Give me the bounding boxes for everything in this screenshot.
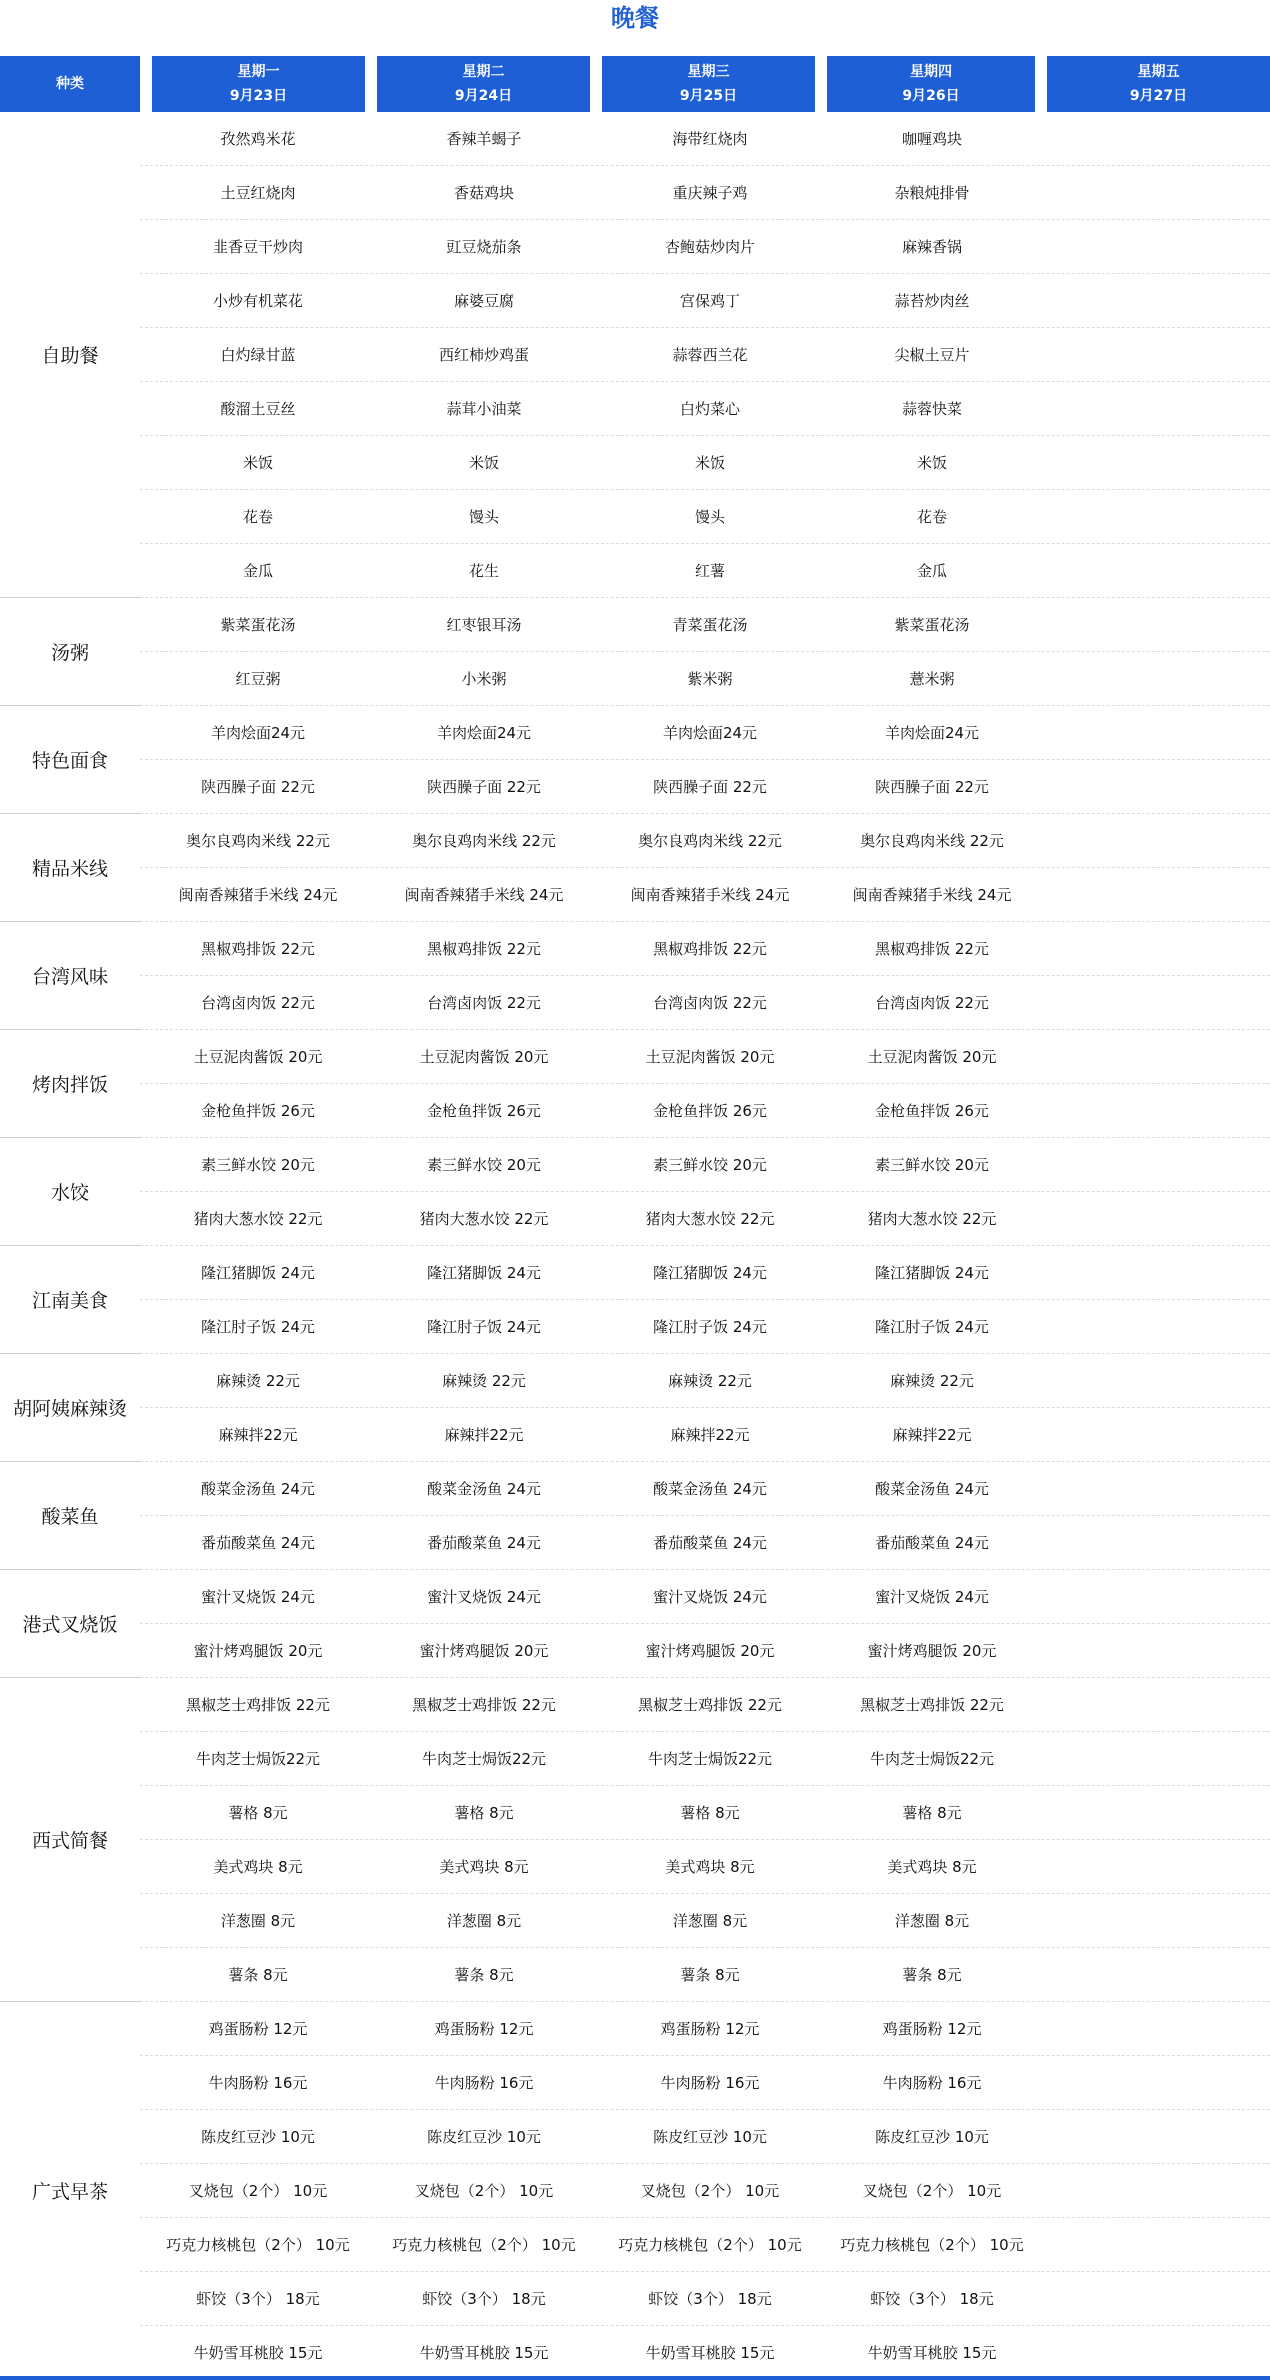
menu-item: 牛肉肠粉 16元 xyxy=(208,2074,308,2092)
category-label: 港式叉烧饭 xyxy=(0,1570,140,1678)
menu-item: 奥尔良鸡肉米线 22元 xyxy=(860,832,1004,850)
table-row xyxy=(140,1894,1270,1948)
menu-item: 白灼绿甘蓝 xyxy=(220,346,296,364)
table-row xyxy=(140,2326,1270,2380)
menu-item: 番茄酸菜鱼 24元 xyxy=(201,1534,315,1552)
menu-item: 薯条 8元 xyxy=(902,1966,962,1984)
menu-item: 台湾卤肉饭 22元 xyxy=(201,994,315,1012)
menu-item: 猪肉大葱水饺 22元 xyxy=(645,1210,775,1228)
table-row xyxy=(140,1570,1270,1624)
menu-item: 紫菜蛋花汤 xyxy=(894,616,970,634)
table-row xyxy=(140,544,1270,598)
menu-item: 黑椒鸡排饭 22元 xyxy=(653,940,767,958)
menu-item: 金枪鱼拌饭 26元 xyxy=(653,1102,767,1120)
header-weekday: 星期一 xyxy=(237,64,280,80)
menu-item: 奥尔良鸡肉米线 22元 xyxy=(412,832,556,850)
menu-item: 麻辣拌22元 xyxy=(218,1426,298,1444)
menu-item: 土豆泥肉酱饭 20元 xyxy=(193,1048,323,1066)
menu-item: 美式鸡块 8元 xyxy=(665,1858,755,1876)
menu-item: 米饭 xyxy=(916,454,947,472)
menu-item: 土豆泥肉酱饭 20元 xyxy=(645,1048,775,1066)
menu-item: 海带红烧肉 xyxy=(672,130,748,148)
menu-item: 麻辣拌22元 xyxy=(892,1426,972,1444)
table-row xyxy=(140,1786,1270,1840)
menu-item: 牛肉芝士焗饭22元 xyxy=(195,1750,321,1768)
table-row xyxy=(140,2002,1270,2056)
menu-item: 陕西臊子面 22元 xyxy=(653,778,767,796)
menu-item: 虾饺（3个） 18元 xyxy=(648,2290,772,2308)
menu-item: 台湾卤肉饭 22元 xyxy=(427,994,541,1012)
menu-item: 陕西臊子面 22元 xyxy=(875,778,989,796)
menu-item: 薯格 8元 xyxy=(680,1804,740,1822)
menu-item: 韭香豆干炒肉 xyxy=(212,238,303,256)
header-weekday: 星期二 xyxy=(462,64,505,80)
menu-item: 香菇鸡块 xyxy=(453,184,514,202)
header-category xyxy=(0,56,140,112)
table-row xyxy=(140,1732,1270,1786)
menu-item: 美式鸡块 8元 xyxy=(887,1858,977,1876)
menu-item: 黑椒芝士鸡排饭 22元 xyxy=(638,1696,782,1714)
menu-item: 麻辣烫 22元 xyxy=(890,1372,974,1390)
table-row xyxy=(140,1624,1270,1678)
menu-item: 隆江猪脚饭 24元 xyxy=(201,1264,315,1282)
header-date: 9月27日 xyxy=(1129,88,1188,104)
menu-item: 红薯 xyxy=(694,562,725,580)
page-title: 晚餐 xyxy=(611,4,659,32)
menu-item: 牛奶雪耳桃胶 15元 xyxy=(193,2344,323,2362)
table-row xyxy=(140,1300,1270,1354)
table-row xyxy=(140,382,1270,436)
menu-item: 羊肉烩面24元 xyxy=(210,724,306,742)
menu-item: 红豆粥 xyxy=(235,670,281,688)
category-label: 汤粥 xyxy=(0,598,140,706)
menu-item: 酸菜金汤鱼 24元 xyxy=(427,1480,541,1498)
table-row xyxy=(140,2218,1270,2272)
menu-item: 猪肉大葱水饺 22元 xyxy=(193,1210,323,1228)
header-date: 9月26日 xyxy=(902,88,960,104)
table-row xyxy=(140,1516,1270,1570)
menu-item: 虾饺（3个） 18元 xyxy=(870,2290,994,2308)
menu-item: 薯条 8元 xyxy=(454,1966,514,1984)
menu-item: 叉烧包（2个） 10元 xyxy=(414,2182,554,2200)
menu-item: 黑椒芝士鸡排饭 22元 xyxy=(860,1696,1004,1714)
menu-item: 素三鲜水饺 20元 xyxy=(427,1156,541,1174)
menu-item: 奥尔良鸡肉米线 22元 xyxy=(186,832,330,850)
menu-item: 闽南香辣猪手米线 24元 xyxy=(852,886,1012,904)
menu-item: 虾饺（3个） 18元 xyxy=(196,2290,320,2308)
menu-item: 蒜茸小油菜 xyxy=(446,400,522,418)
menu-item: 隆江肘子饭 24元 xyxy=(653,1318,767,1336)
menu-item: 紫菜蛋花汤 xyxy=(220,616,296,634)
menu-item: 洋葱圈 8元 xyxy=(672,1912,748,1930)
table-row xyxy=(140,1678,1270,1732)
menu-item: 麻辣拌22元 xyxy=(670,1426,750,1444)
menu-item: 蒜蓉西兰花 xyxy=(672,346,748,364)
menu-item: 麻辣烫 22元 xyxy=(216,1372,300,1390)
menu-item: 米饭 xyxy=(694,454,725,472)
menu-item: 牛奶雪耳桃胶 15元 xyxy=(645,2344,775,2362)
category-label: 特色面食 xyxy=(0,706,140,814)
menu-item: 蜜汁叉烧饭 24元 xyxy=(653,1588,767,1606)
menu-item: 闽南香辣猪手米线 24元 xyxy=(178,886,338,904)
menu-item: 麻辣拌22元 xyxy=(444,1426,524,1444)
menu-item: 蜜汁烤鸡腿饭 20元 xyxy=(645,1642,775,1660)
menu-item: 麻辣香锅 xyxy=(901,238,962,256)
menu-item: 鸡蛋肠粉 12元 xyxy=(882,2020,982,2038)
table-row xyxy=(140,1840,1270,1894)
table-row xyxy=(140,1030,1270,1084)
menu-item: 虾饺（3个） 18元 xyxy=(422,2290,546,2308)
menu-item: 青菜蛋花汤 xyxy=(672,616,748,634)
table-row xyxy=(140,2164,1270,2218)
header-day-fri xyxy=(1047,56,1270,112)
menu-item: 陈皮红豆沙 10元 xyxy=(201,2128,315,2146)
table-row xyxy=(140,2272,1270,2326)
menu-item: 黑椒芝士鸡排饭 22元 xyxy=(186,1696,330,1714)
menu-item: 蜜汁叉烧饭 24元 xyxy=(201,1588,315,1606)
menu-item: 酸菜金汤鱼 24元 xyxy=(875,1480,989,1498)
menu-item: 酸菜金汤鱼 24元 xyxy=(201,1480,315,1498)
menu-item: 蜜汁叉烧饭 24元 xyxy=(427,1588,541,1606)
menu-item: 麻辣烫 22元 xyxy=(668,1372,752,1390)
table-row xyxy=(140,868,1270,922)
menu-item: 隆江猪脚饭 24元 xyxy=(427,1264,541,1282)
menu-item: 孜然鸡米花 xyxy=(220,130,296,148)
header-day-thu xyxy=(827,56,1035,112)
menu-item: 花卷 xyxy=(916,508,947,526)
menu-item: 金枪鱼拌饭 26元 xyxy=(427,1102,541,1120)
menu-item: 黑椒鸡排饭 22元 xyxy=(427,940,541,958)
menu-item: 陕西臊子面 22元 xyxy=(427,778,541,796)
menu-item: 牛肉芝士焗饭22元 xyxy=(421,1750,547,1768)
menu-item: 重庆辣子鸡 xyxy=(672,184,748,202)
header-day-mon xyxy=(152,56,365,112)
table-row xyxy=(140,220,1270,274)
menu-item: 花卷 xyxy=(242,508,273,526)
menu-item: 素三鲜水饺 20元 xyxy=(201,1156,315,1174)
menu-item: 巧克力核桃包（2个） 10元 xyxy=(166,2236,350,2254)
menu-item: 牛奶雪耳桃胶 15元 xyxy=(419,2344,549,2362)
menu-item: 隆江猪脚饭 24元 xyxy=(653,1264,767,1282)
menu-item: 闽南香辣猪手米线 24元 xyxy=(404,886,564,904)
menu-item: 杏鲍菇炒肉片 xyxy=(664,238,755,256)
menu-item: 香辣羊蝎子 xyxy=(446,130,522,148)
menu-item: 酸溜土豆丝 xyxy=(220,400,296,418)
menu-item: 馒头 xyxy=(694,508,725,526)
table-row xyxy=(140,490,1270,544)
table-row xyxy=(140,1246,1270,1300)
category-label: 烤肉拌饭 xyxy=(0,1030,140,1138)
menu-item: 隆江肘子饭 24元 xyxy=(427,1318,541,1336)
menu-item: 土豆红烧肉 xyxy=(220,184,296,202)
menu-item: 薏米粥 xyxy=(909,670,955,688)
menu-item: 洋葱圈 8元 xyxy=(220,1912,296,1930)
menu-item: 尖椒土豆片 xyxy=(894,346,970,364)
category-label: 自助餐 xyxy=(0,112,140,598)
category-label: 西式简餐 xyxy=(0,1678,140,2002)
category-label: 酸菜鱼 xyxy=(0,1462,140,1570)
menu-item: 番茄酸菜鱼 24元 xyxy=(653,1534,767,1552)
menu-item: 金瓜 xyxy=(916,562,947,580)
menu-item: 薯条 8元 xyxy=(228,1966,288,1984)
menu-item: 猪肉大葱水饺 22元 xyxy=(867,1210,997,1228)
menu-item: 白灼菜心 xyxy=(679,400,740,418)
header-date: 9月23日 xyxy=(229,88,288,104)
menu-item: 牛肉芝士焗饭22元 xyxy=(869,1750,995,1768)
header-weekday: 星期四 xyxy=(910,64,952,80)
menu-item: 麻婆豆腐 xyxy=(453,292,514,310)
table-row xyxy=(140,976,1270,1030)
menu-item: 叉烧包（2个） 10元 xyxy=(640,2182,780,2200)
menu-item: 牛肉肠粉 16元 xyxy=(882,2074,982,2092)
menu-item: 薯格 8元 xyxy=(228,1804,288,1822)
table-row xyxy=(140,1408,1270,1462)
bottom-rule xyxy=(0,2376,1270,2380)
header-weekday: 星期五 xyxy=(1137,64,1180,80)
header-category-label: 种类 xyxy=(56,76,84,92)
menu-item: 酸菜金汤鱼 24元 xyxy=(653,1480,767,1498)
menu-item: 陈皮红豆沙 10元 xyxy=(427,2128,541,2146)
menu-item: 土豆泥肉酱饭 20元 xyxy=(867,1048,997,1066)
menu-item: 羊肉烩面24元 xyxy=(884,724,980,742)
header-weekday: 星期三 xyxy=(687,64,730,80)
menu-item: 小炒有机菜花 xyxy=(212,292,303,310)
table-row xyxy=(140,2110,1270,2164)
menu-item: 鸡蛋肠粉 12元 xyxy=(660,2020,760,2038)
menu-item: 美式鸡块 8元 xyxy=(439,1858,529,1876)
menu-item: 小米粥 xyxy=(461,670,507,688)
menu-item: 薯格 8元 xyxy=(454,1804,514,1822)
menu-item: 番茄酸菜鱼 24元 xyxy=(427,1534,541,1552)
table-row xyxy=(140,1354,1270,1408)
table-row xyxy=(140,112,1270,166)
category-label: 广式早茶 xyxy=(0,2002,140,2380)
menu-item: 杂粮炖排骨 xyxy=(894,184,970,202)
category-label: 精品米线 xyxy=(0,814,140,922)
menu-item: 咖喱鸡块 xyxy=(901,130,962,148)
table-row xyxy=(140,922,1270,976)
table-row xyxy=(140,2056,1270,2110)
table-row xyxy=(140,1138,1270,1192)
table-row xyxy=(140,436,1270,490)
menu-item: 薯格 8元 xyxy=(902,1804,962,1822)
menu-item: 羊肉烩面24元 xyxy=(436,724,532,742)
menu-item: 紫米粥 xyxy=(687,670,733,688)
menu-item: 羊肉烩面24元 xyxy=(662,724,758,742)
header-date: 9月24日 xyxy=(454,88,513,104)
menu-item: 叉烧包（2个） 10元 xyxy=(862,2182,1002,2200)
menu-item: 素三鲜水饺 20元 xyxy=(653,1156,767,1174)
table-row xyxy=(140,652,1270,706)
menu-item: 巧克力核桃包（2个） 10元 xyxy=(392,2236,576,2254)
menu-item: 台湾卤肉饭 22元 xyxy=(653,994,767,1012)
menu-item: 金瓜 xyxy=(242,562,273,580)
menu-item: 黑椒芝士鸡排饭 22元 xyxy=(412,1696,556,1714)
table-row xyxy=(140,328,1270,382)
category-label: 江南美食 xyxy=(0,1246,140,1354)
menu-item: 美式鸡块 8元 xyxy=(213,1858,303,1876)
table-row xyxy=(140,814,1270,868)
menu-item: 蒜苔炒肉丝 xyxy=(894,292,970,310)
menu-item: 闽南香辣猪手米线 24元 xyxy=(630,886,790,904)
menu-item: 红枣银耳汤 xyxy=(446,616,522,634)
menu-item: 台湾卤肉饭 22元 xyxy=(875,994,989,1012)
menu-item: 牛肉肠粉 16元 xyxy=(434,2074,534,2092)
header-date: 9月25日 xyxy=(679,88,738,104)
menu-item: 巧克力核桃包（2个） 10元 xyxy=(618,2236,802,2254)
menu-item: 牛肉芝士焗饭22元 xyxy=(647,1750,773,1768)
category-label: 胡阿姨麻辣烫 xyxy=(0,1354,140,1462)
menu-item: 隆江肘子饭 24元 xyxy=(201,1318,315,1336)
table-row xyxy=(140,274,1270,328)
header-day-tue xyxy=(377,56,590,112)
menu-item: 金枪鱼拌饭 26元 xyxy=(875,1102,989,1120)
menu-item: 鸡蛋肠粉 12元 xyxy=(208,2020,308,2038)
table-row xyxy=(140,166,1270,220)
table-row xyxy=(140,1948,1270,2002)
menu-item: 宫保鸡丁 xyxy=(679,292,740,310)
table-row xyxy=(140,1462,1270,1516)
menu-item: 金枪鱼拌饭 26元 xyxy=(201,1102,315,1120)
menu-item: 蜜汁烤鸡腿饭 20元 xyxy=(867,1642,997,1660)
menu-item: 花生 xyxy=(468,562,499,580)
menu-item: 蜜汁叉烧饭 24元 xyxy=(875,1588,989,1606)
menu-item: 陈皮红豆沙 10元 xyxy=(875,2128,989,2146)
menu-item: 素三鲜水饺 20元 xyxy=(875,1156,989,1174)
menu-item: 洋葱圈 8元 xyxy=(446,1912,522,1930)
menu-item: 鸡蛋肠粉 12元 xyxy=(434,2020,534,2038)
menu-item: 薯条 8元 xyxy=(680,1966,740,1984)
table-row xyxy=(140,598,1270,652)
menu-item: 麻辣烫 22元 xyxy=(442,1372,526,1390)
table-row xyxy=(140,1192,1270,1246)
menu-item: 牛奶雪耳桃胶 15元 xyxy=(867,2344,997,2362)
menu-item: 黑椒鸡排饭 22元 xyxy=(875,940,989,958)
category-label: 水饺 xyxy=(0,1138,140,1246)
menu-item: 米饭 xyxy=(468,454,499,472)
menu-item: 豇豆烧茄条 xyxy=(446,238,522,256)
menu-item: 隆江猪脚饭 24元 xyxy=(875,1264,989,1282)
menu-item: 猪肉大葱水饺 22元 xyxy=(419,1210,549,1228)
menu-item: 隆江肘子饭 24元 xyxy=(875,1318,989,1336)
menu-item: 叉烧包（2个） 10元 xyxy=(188,2182,328,2200)
menu-item: 蒜蓉快菜 xyxy=(901,400,962,418)
menu-item: 土豆泥肉酱饭 20元 xyxy=(419,1048,549,1066)
menu-item: 牛肉肠粉 16元 xyxy=(660,2074,760,2092)
menu-item: 馒头 xyxy=(468,508,499,526)
table-row xyxy=(140,1084,1270,1138)
table-row xyxy=(140,706,1270,760)
category-label: 台湾风味 xyxy=(0,922,140,1030)
menu-item: 奥尔良鸡肉米线 22元 xyxy=(638,832,782,850)
menu-item: 巧克力核桃包（2个） 10元 xyxy=(840,2236,1024,2254)
menu-item: 西红柿炒鸡蛋 xyxy=(438,346,529,364)
menu-item: 米饭 xyxy=(242,454,273,472)
menu-item: 陕西臊子面 22元 xyxy=(201,778,315,796)
menu-item: 番茄酸菜鱼 24元 xyxy=(875,1534,989,1552)
menu-item: 洋葱圈 8元 xyxy=(894,1912,970,1930)
table-row xyxy=(140,760,1270,814)
menu-item: 黑椒鸡排饭 22元 xyxy=(201,940,315,958)
menu-item: 陈皮红豆沙 10元 xyxy=(653,2128,767,2146)
menu-item: 蜜汁烤鸡腿饭 20元 xyxy=(193,1642,323,1660)
header-day-wed xyxy=(602,56,815,112)
menu-item: 蜜汁烤鸡腿饭 20元 xyxy=(419,1642,549,1660)
